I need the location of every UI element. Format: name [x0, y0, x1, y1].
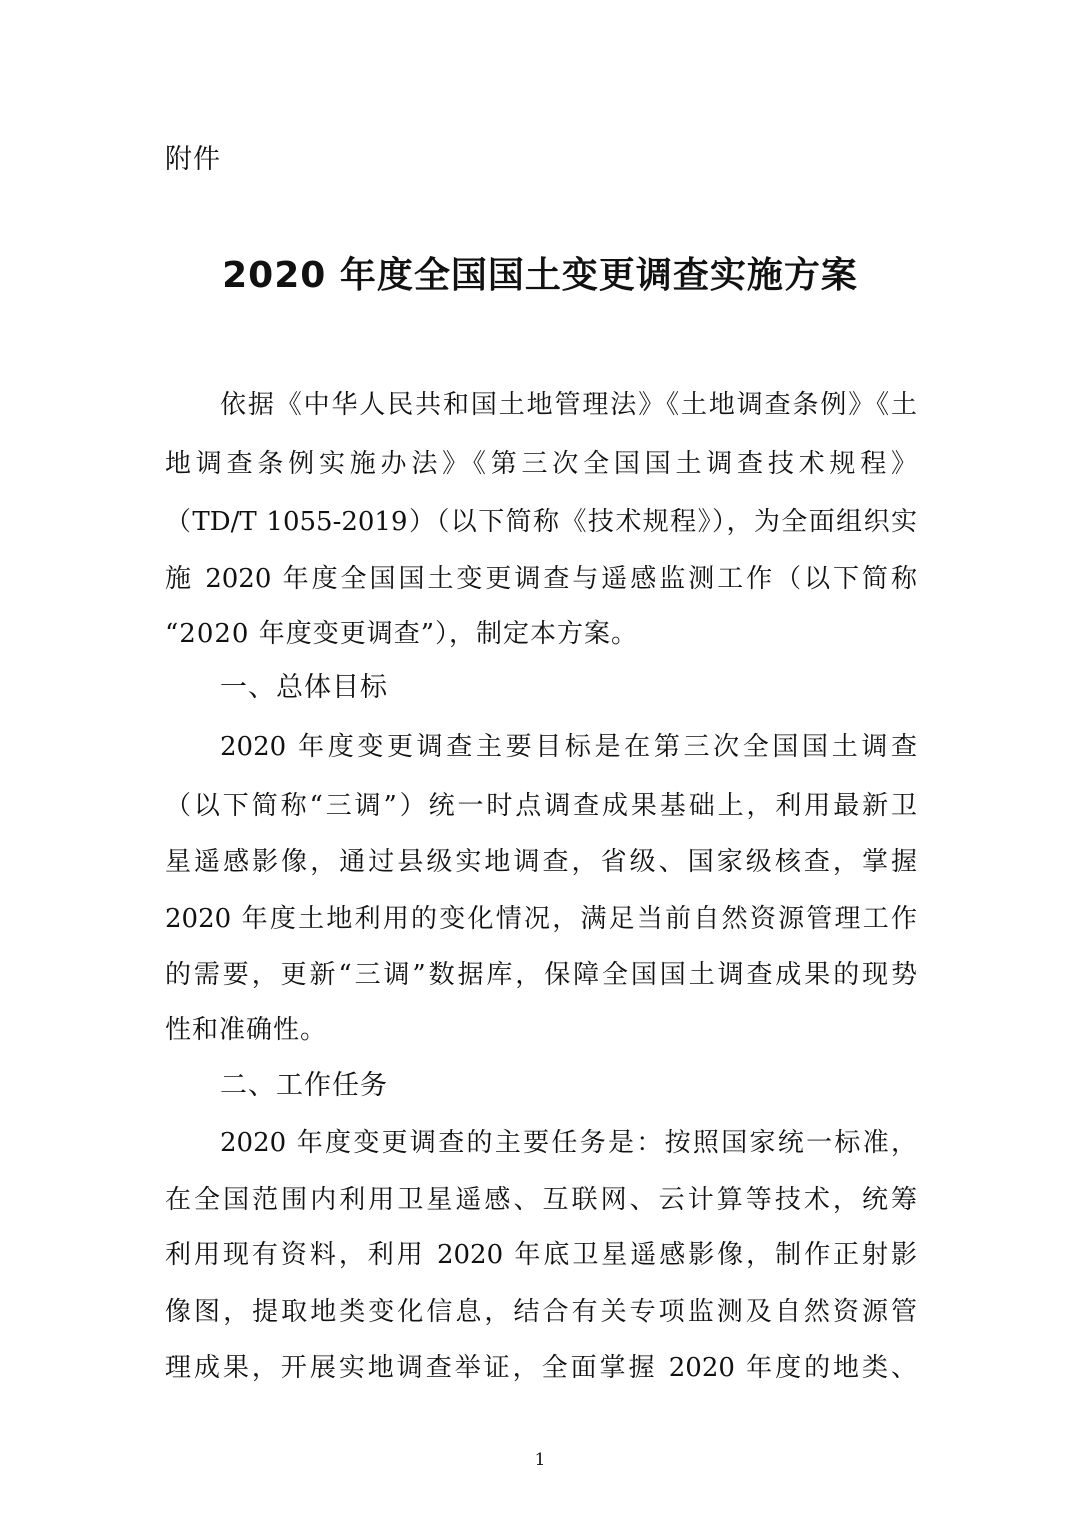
page-number: 1 — [534, 1450, 546, 1470]
paragraph-line: 像图，提取地类变化信息，结合有关专项监测及自然资源管 — [165, 1297, 917, 1327]
attachment-label: 附件 — [165, 144, 221, 175]
paragraph-line: 地调查条例实施办法》《第三次全国国土调查技术规程》 — [165, 449, 917, 479]
paragraph-line: 利用现有资料，利用 2020 年底卫星遥感影像，制作正射影 — [165, 1240, 917, 1270]
paragraph-line: 在全国范围内利用卫星遥感、互联网、云计算等技术，统筹 — [165, 1185, 917, 1215]
paragraph-line: 性和准确性。 — [165, 1015, 328, 1045]
paragraph-line: 理成果，开展实地调查举证，全面掌握 2020 年度的地类、 — [165, 1353, 917, 1383]
paragraph-line: 依据《中华人民共和国土地管理法》《土地调查条例》《土 — [220, 390, 917, 420]
paragraph-line: 星遥感影像，通过县级实地调查，省级、国家级核查，掌握 — [165, 847, 917, 877]
paragraph-line: 2020 年度变更调查主要目标是在第三次全国国土调查 — [220, 732, 917, 762]
paragraph-line: 的需要，更新“三调”数据库，保障全国国土调查成果的现势 — [165, 960, 917, 990]
section-heading-overall-goal: 一、总体目标 — [220, 672, 388, 703]
paragraph-line: 施 2020 年度全国国土变更调查与遥感监测工作（以下简称 — [165, 564, 917, 594]
paragraph-line: 2020 年度土地利用的变化情况，满足当前自然资源管理工作 — [165, 904, 917, 934]
paragraph-line: “2020 年度变更调查”），制定本方案。 — [165, 619, 639, 649]
section-heading-work-tasks: 二、工作任务 — [220, 1070, 388, 1101]
document-title: 2020 年度全国国土变更调查实施方案 — [222, 255, 858, 296]
paragraph-line: 2020 年度变更调查的主要任务是：按照国家统一标准， — [220, 1128, 917, 1158]
paragraph-line: （TD/T 1055-2019）（以下简称《技术规程》），为全面组织实 — [165, 507, 917, 537]
paragraph-line: （以下简称“三调”）统一时点调查成果基础上，利用最新卫 — [165, 791, 917, 821]
